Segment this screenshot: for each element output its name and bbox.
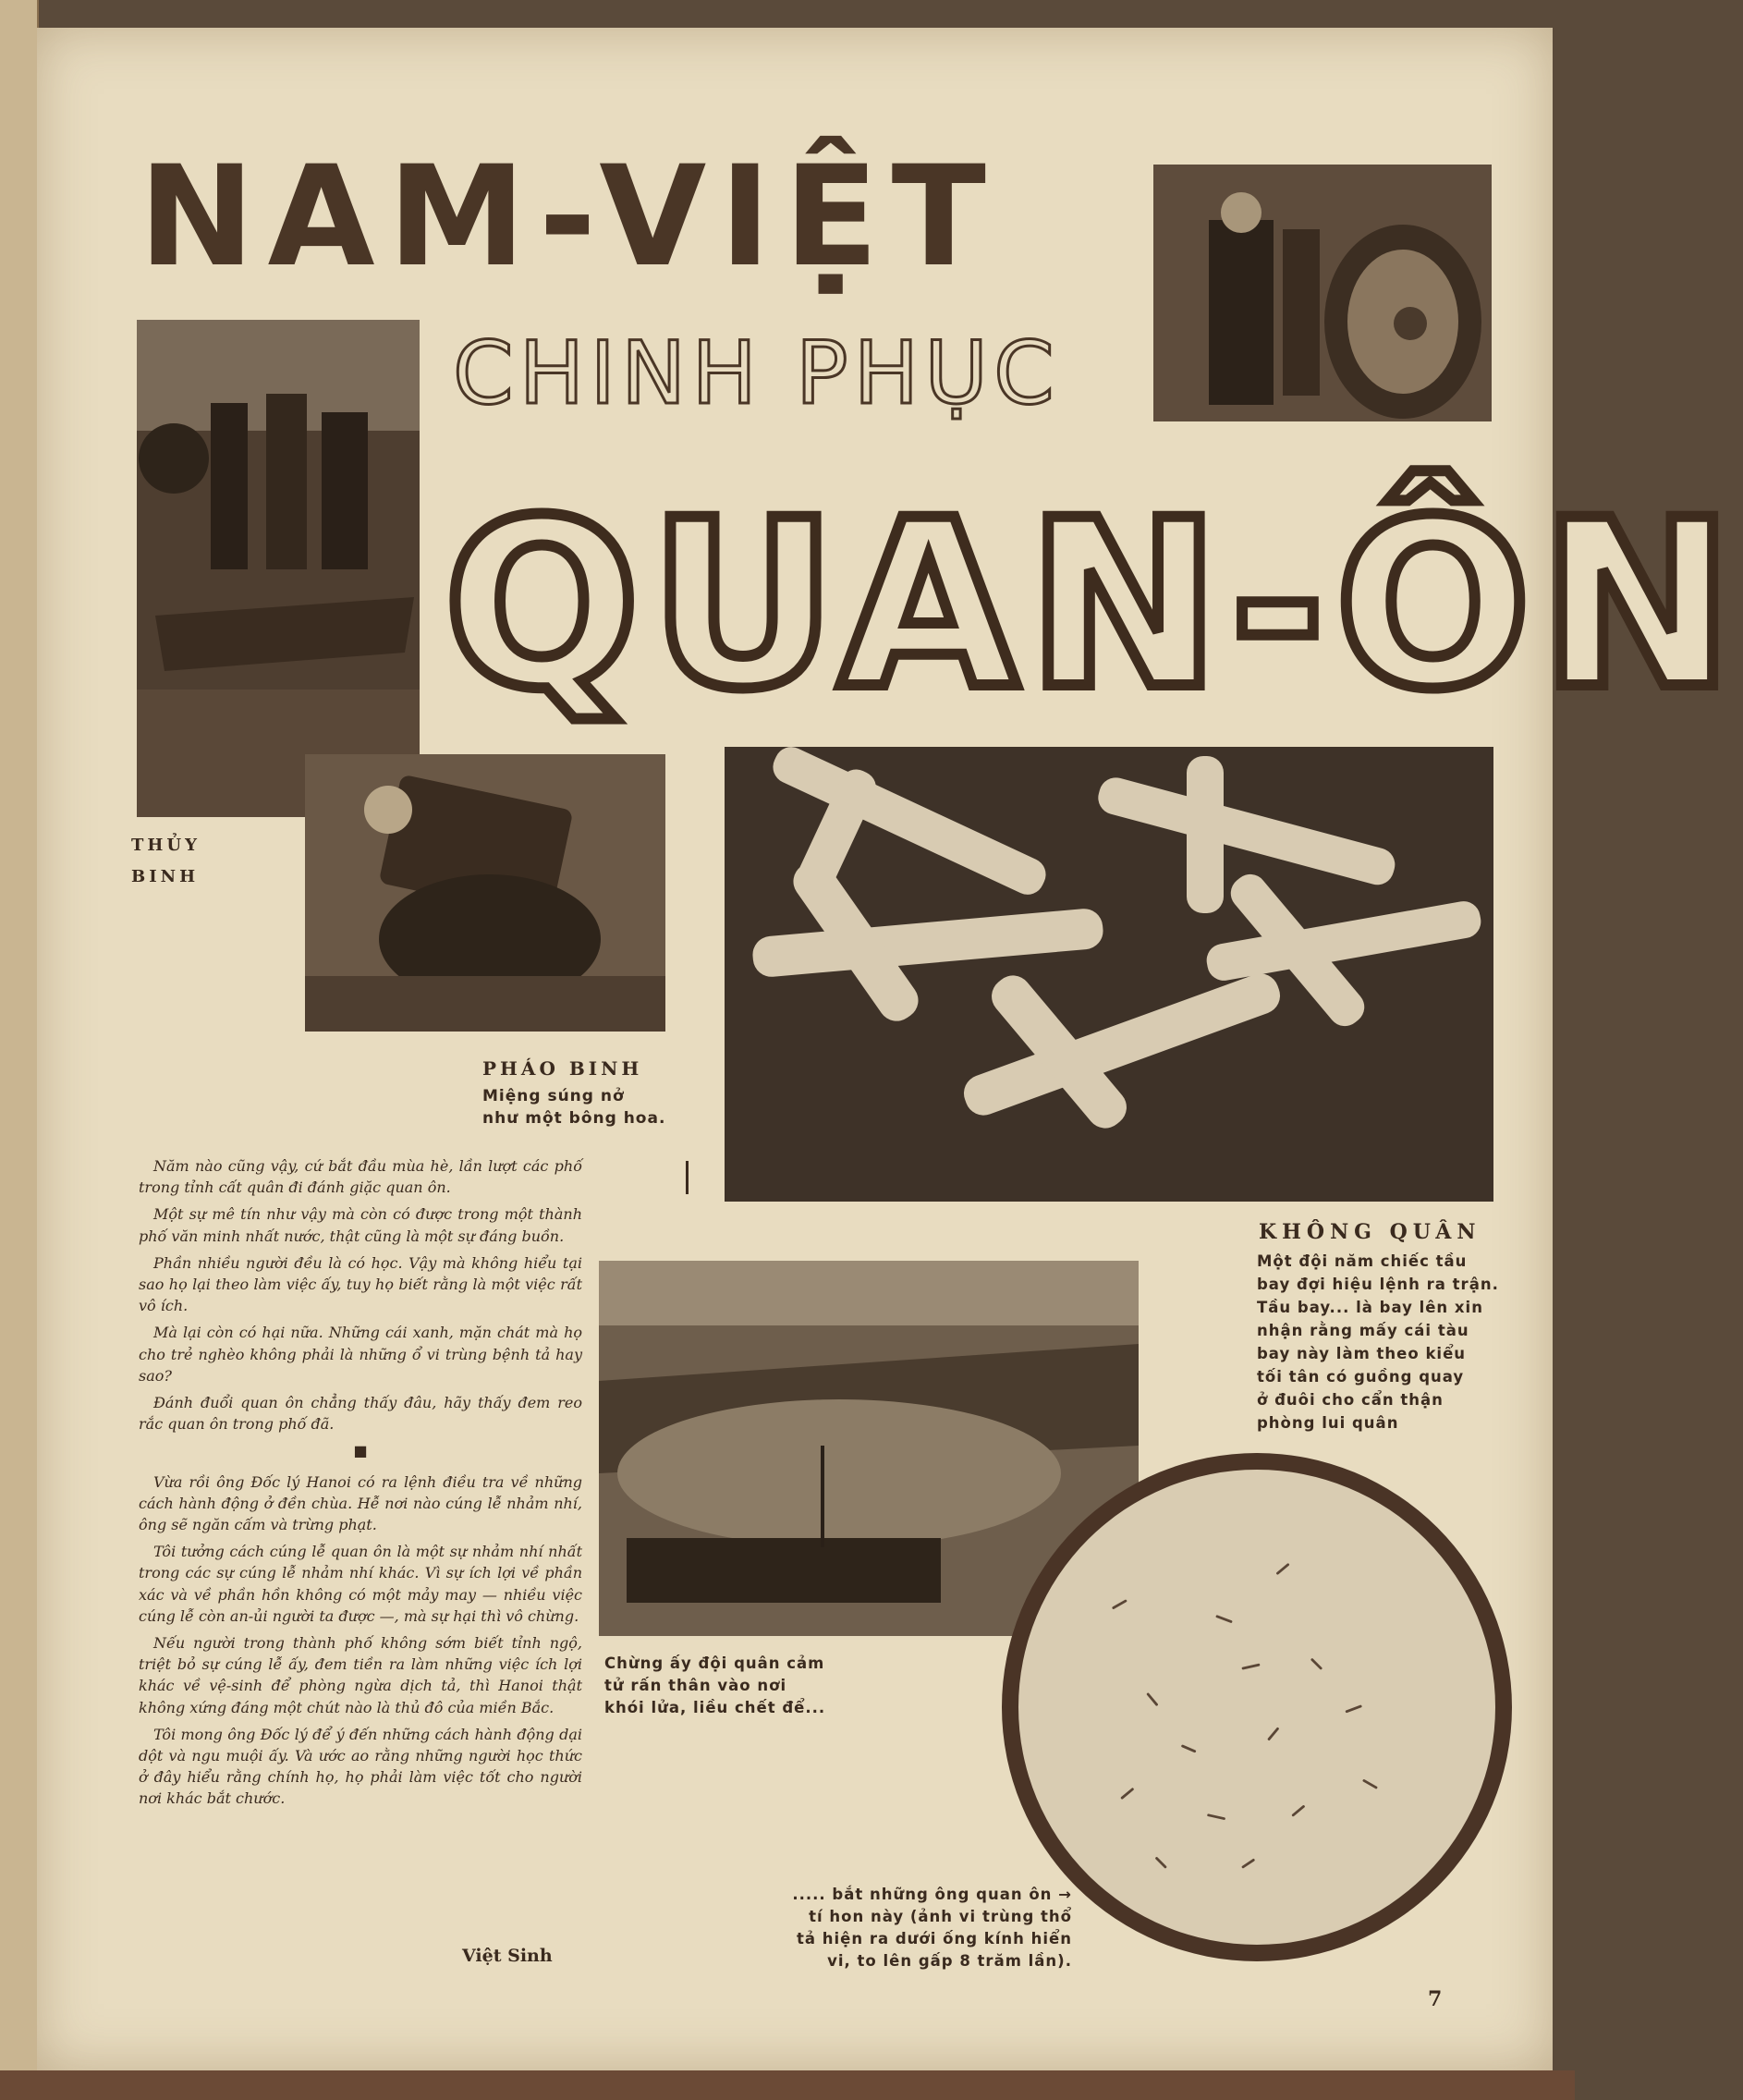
caption-line: Tầu bay... là bay lên xin xyxy=(1257,1299,1483,1316)
article-paragraph: Mà lại còn có hại nữa. Những cái xanh, mặn chát mà họ cho trẻ nghèo không phải là những ổ vi trùng bệnh tả hay sao? xyxy=(139,1324,582,1385)
article-paragraph: Một sự mê tín như vậy mà còn có được trong một thành phố văn minh nhất nước, thật cũng là một sự đáng buồn. xyxy=(139,1205,582,1245)
photo-drum-ceremony xyxy=(1153,165,1492,421)
headline-line3: QUAN-ÔN xyxy=(444,470,1743,739)
caption-line: bay đợi hiệu lệnh ra trận. xyxy=(1257,1276,1499,1293)
caption-line: Chừng ấy đội quân cảm xyxy=(604,1654,825,1672)
photo-procession xyxy=(137,320,420,817)
caption-line: vi, to lên gấp 8 trăm lần). xyxy=(827,1952,1072,1970)
label-khong-quan: KHÔNG QUÂN xyxy=(1259,1220,1481,1244)
caption-line: Một đội năm chiếc tầu xyxy=(1257,1252,1468,1270)
caption-fire xyxy=(604,1653,882,1719)
caption-line: tí hon này (ảnh vi trùng thổ xyxy=(809,1908,1072,1925)
caption-line: ..... bắt những ông quan ôn → xyxy=(792,1886,1072,1903)
caption-line: nhận rằng mấy cái tàu xyxy=(1257,1322,1469,1339)
article-paragraph: Năm nào cũng vậy, cứ bắt đầu mùa hè, lần lượt các phố trong tỉnh cất quân đi đánh giặc quan ôn. xyxy=(139,1157,582,1197)
caption-phao-binh-1: Miệng súng nở xyxy=(482,1087,625,1105)
caption-line: khói lửa, liều chết để... xyxy=(604,1699,826,1716)
headline-line1: NAM-VIỆT xyxy=(139,137,999,298)
author-signature: Việt Sinh xyxy=(462,1946,553,1966)
article-paragraph: Tôi mong ông Đốc lý để ý đến những cách hành động dại dột và ngu muội ấy. Và ước ao rằng những người học thức ở đây hiểu rằng chính họ, họ phải làm việc tốt cho người nơi khác bắt chước. xyxy=(139,1725,582,1808)
label-thuy-binh-1: THỦY xyxy=(131,836,201,855)
photo-airplanes xyxy=(725,747,1493,1202)
article-body xyxy=(139,1155,582,1960)
headline-line2: CHINH PHỤC xyxy=(453,324,1060,424)
caption-khong-quan xyxy=(1257,1250,1503,1435)
article-paragraph: Phần nhiều người đều là có học. Vậy mà không hiểu tại sao họ lại theo làm việc ấy, tuy họ biết rằng là một việc rất vô ích. xyxy=(139,1253,582,1315)
article-paragraph: Nếu người trong thành phố không sớm biết tỉnh ngộ, triệt bỏ sự cúng lễ ấy, đem tiền ra làm những việc ích lợi khác về vệ-sinh để phòng ngừa dịch tả, thì Hanoi thật không xứng đáng một chút nào là thủ đô của miền Bắc. xyxy=(139,1634,582,1716)
section-separator: ■ xyxy=(353,1442,368,1460)
article-paragraph: Đánh đuổi quan ôn chẳng thấy đâu, hãy thấy đem reo rắc quan ôn trong phố đã. xyxy=(139,1394,582,1434)
label-thuy-binh-2: BINH xyxy=(131,867,200,886)
photo-microscope xyxy=(1002,1453,1512,1961)
page-number: 7 xyxy=(1428,1987,1443,2011)
photo-artillery xyxy=(305,754,665,1032)
caption-phao-binh-2: như một bông hoa. xyxy=(482,1109,666,1128)
book-edge xyxy=(0,2070,1575,2100)
caption-line: ở đuôi cho cẩn thận xyxy=(1257,1391,1444,1409)
article-paragraph: Tôi tưởng cách cúng lễ quan ôn là một sự nhảm nhí nhất trong các sự cúng lễ nhảm nhí khác. Vì sự ích lợi về phần xác và về phần hồn không có một mảy may — nhiều việc cúng lễ còn an-ủi người ta được —, mà sự hại thì vô chừng. xyxy=(139,1543,582,1625)
article-paragraph: Vừa rồi ông Đốc lý Hanoi có ra lệnh điều tra về những cách hành động ở đền chùa. Hễ nơi nào cúng lễ nhảm nhí, ông sẽ ngăn cấm và trừng phạt. xyxy=(139,1472,582,1534)
caption-microscope xyxy=(758,1884,1072,1972)
column-marker xyxy=(686,1161,689,1194)
caption-line: tử rấn thân vào nơi xyxy=(604,1677,787,1694)
caption-line: phòng lui quân xyxy=(1257,1414,1399,1432)
caption-line: bay này làm theo kiểu xyxy=(1257,1345,1467,1362)
caption-line: tả hiện ra dưới ống kính hiển xyxy=(796,1930,1072,1947)
caption-line: tối tân có guồng quay xyxy=(1257,1368,1465,1386)
label-phao-binh: PHÁO BINH xyxy=(482,1057,643,1080)
book-spine xyxy=(0,0,39,2100)
